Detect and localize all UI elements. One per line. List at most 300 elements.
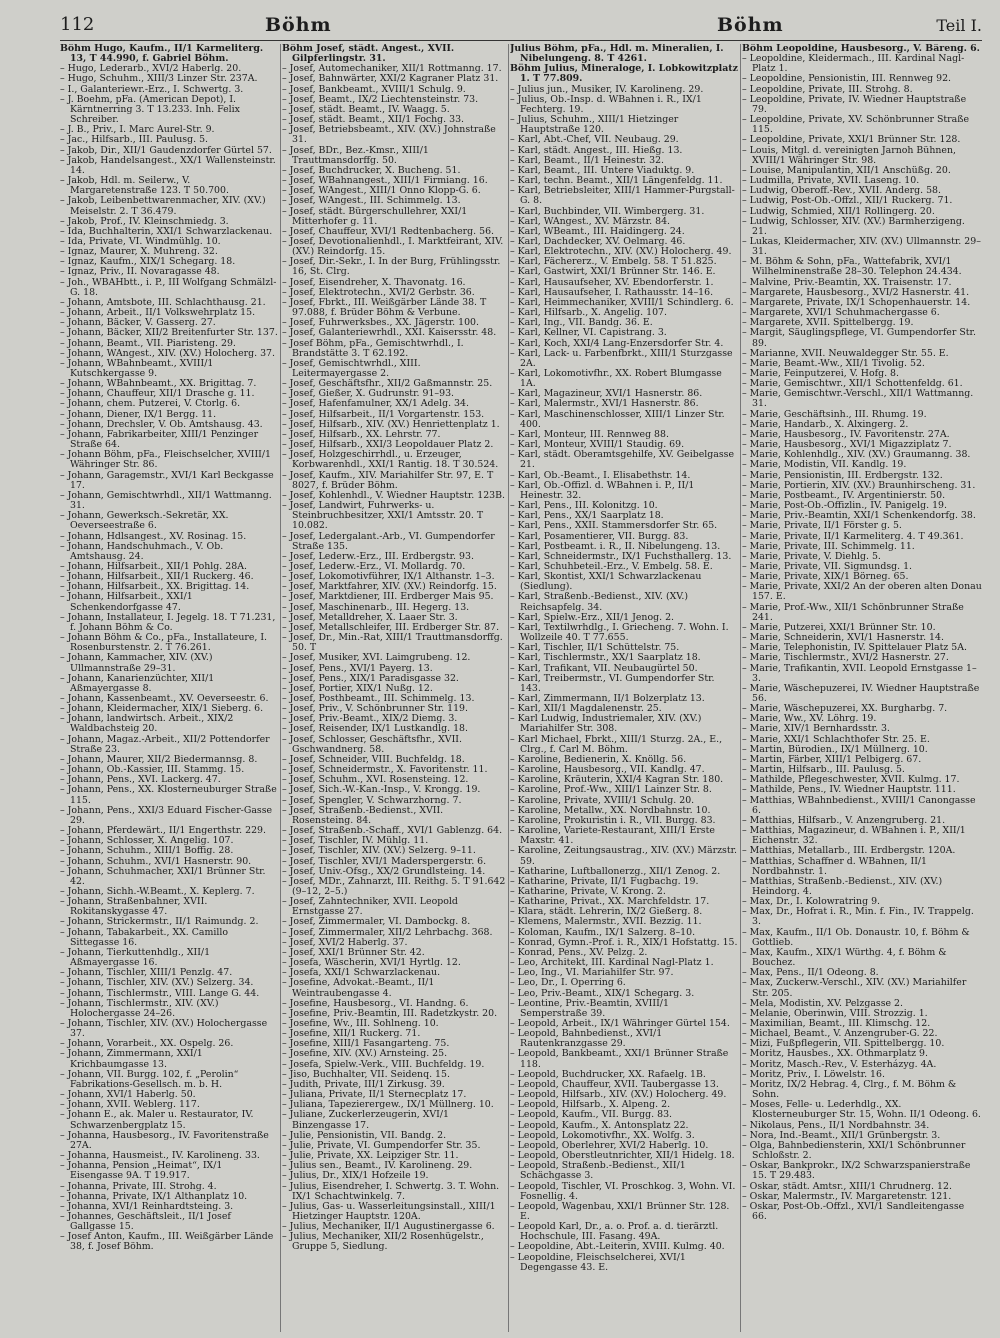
directory-entry: – Marie, Putzerei, XXI/1 Brünner Str. 10. — [742, 621, 936, 633]
directory-entry: – Hugo, Schuhm., XIII/3 Linzer Str. 237A. — [60, 73, 258, 85]
directory-entry: – Marie, Hausbesorg., XVI/1 Migazziplatz 7. — [742, 439, 952, 451]
directory-entry: – Marie, Priv.-Beamtin, XXI/1 Schenkendorfg. 38. — [742, 510, 976, 522]
directory-entry: – Marie, Modistin, VII. Kandlg. 19. — [742, 459, 907, 471]
directory-entry: – Marie, Post-Ob.-Offizlin., IV. Panigelg. 19. — [742, 500, 947, 512]
directory-entry: – Josef, Hilfsarbeit., II/1 Vorgartenstr. 153. — [282, 408, 485, 420]
directory-entry: – Josef, Lokomotivführer, IX/1 Althanstr. 1–3. — [282, 571, 495, 583]
directory-entry: – Ignaz, Kaufm., XIX/1 Schegarg. 18. — [60, 256, 236, 268]
directory-entry: – Josef, Schlosser, Geschäftsfhr., XVII. Gschwandnerg. 58. — [282, 733, 462, 755]
directory-entry: – I., Galanteriewr.-Erz., I. Schwertg. 3. — [60, 83, 244, 95]
directory-entry: – Jakob, Prof., IV. Kleinschmiedg. 3. — [60, 215, 229, 227]
directory-entry: – Johannes, Geschäftsleit., II/1 Josef Gallgasse 15. — [60, 1210, 231, 1233]
directory-entry: – Karl, städt. Angest., III. Hießg. 13. — [510, 144, 683, 156]
directory-entry: – Johann Böhm, pFa., Fleischselcher, XVIII/1 Währinger Str. 86. — [60, 449, 272, 471]
directory-entry: – Oskar, Post-Ob.-Offzl., XVI/1 Sandleitengasse 66. — [742, 1200, 965, 1222]
directory-entry: – Moritz, Priv., I. Löwelstr. 16. — [742, 1068, 885, 1080]
directory-entry: – Marie, Prof.-Ww., XII/1 Schönbrunner Straße 241. — [742, 601, 964, 623]
directory-entry: – Marie, Telephonistin, IV. Spittelauer Platz 5A. — [742, 642, 967, 654]
directory-entry: – Moritz, IX/2 Hebrag. 4, Clrg., f. M. Böhm & Sohn. — [742, 1078, 957, 1101]
directory-entry: – Moritz, Hausbes., XX. Othmarplatz 9. — [742, 1048, 928, 1060]
directory-entry: – Johann, Straßenbahner, XVII. Rokitanskygasse 47. — [60, 896, 208, 918]
directory-entry: – Jakob, Handelsangest., XX/1 Wallensteinstr. 14. — [60, 154, 276, 176]
directory-entry: – Marie, XXI/1 Schlachthofer Str. 25. E. — [742, 733, 930, 745]
directory-entry: – Josefine, Hausbesorg., VI. Handng. 6. — [282, 997, 469, 1009]
directory-entry: – Johann, XVI/1 Haberlg. 50. — [60, 1089, 196, 1101]
directory-entry: – Karl, Abt.-Chef, VII. Neubaug. 29. — [510, 134, 679, 146]
directory-entry: – Josef, Hilfsarb., XX. Lehrstr. 77. — [282, 428, 441, 440]
directory-entry: – Josef, Devotionalienhdl., I. Marktfeirant, XIV. (XV.) Reindorfg. 15. — [282, 235, 504, 258]
directory-entry: – Marie, Private, VII. Sigmundsg. 1. — [742, 560, 913, 572]
directory-entry: – Ida, Buchhalterin, XXI/1 Schwarzlackenau. — [60, 225, 273, 237]
directory-entry: – Johann, WBahnbeamt., XX. Brigittag. 7. — [60, 378, 257, 390]
directory-entry: – Marianne, XVII. Neuwaldegger Str. 55. E. — [742, 347, 949, 359]
directory-entry: – Johann, Magaz.-Arbeit., XII/2 Pottendorfer Straße 23. — [60, 733, 270, 755]
directory-entry: – Marie, Handarb., X. Alxingerg. 2. — [742, 418, 909, 430]
directory-entry: – Klemens, Malermstr., XVII. Bezzig. 11. — [510, 916, 702, 928]
directory-entry: – Josef, WBahnangest., XIII/1 Firmiang. 16. — [282, 175, 488, 187]
directory-entry: – Ludmilla, Private, XVII. Laseng. 10. — [742, 175, 920, 187]
directory-entry: – Leopold, Lokomotivfhr., XX. Wolfg. 3. — [510, 1129, 695, 1141]
directory-entry: – Johann, Strickermstr., II/1 Raimundg. 2. — [60, 916, 259, 928]
directory-entry: – Ludwig, Schmied, XII/1 Rollingerg. 20. — [742, 205, 935, 217]
directory-entry: – Josef, Pens., XVI/1 Payerg. 13. — [282, 662, 433, 674]
directory-entry: – Johann, Tabakarbeit., XX. Camillo Sittegasse 16. — [60, 926, 229, 948]
directory-entry: – Johann, Sichh.-W.Beamt., X. Keplerg. 7. — [60, 885, 255, 897]
directory-entry: – Josef, Musiker, XVI. Laimgrubeng. 12. — [282, 652, 471, 664]
directory-entry: – Josef, Straßenb.-Bedienst., XVII. Rosensteing. 84. — [282, 804, 444, 826]
directory-entry: – Josef, Schneider, VIII. Buchfeldg. 18. — [282, 753, 465, 765]
directory-entry: – Karl, Hilfsarb., X. Angelig. 107. — [510, 307, 667, 319]
directory-entry: – Mizi, Fußpflegerin, VII. Spittelbergg. 10. — [742, 1038, 945, 1050]
directory-entry: – Marie, Private, V. Diehlg. 5. — [742, 550, 881, 562]
directory-entry: – Klara, städt. Lehrerin, IX/2 Gießerg. 8. — [510, 906, 703, 918]
directory-entry: – Johanna, Hausmeist., IV. Karolineng. 33. — [60, 1150, 260, 1162]
directory-entry: – Konrad, Gymn.-Prof. i. R., XIX/1 Hofstattg. 15. — [510, 936, 738, 948]
directory-entry: – Johann E., ak. Maler u. Restaurator, IV. Schwarzenbergplatz 15. — [60, 1109, 254, 1131]
directory-entry: – Louise, Manipulantin, XII/1 Anschüßg. 20. — [742, 164, 951, 176]
directory-entry: – Josefine, XIII/1 Fasangarteng. 75. — [282, 1038, 450, 1050]
directory-entry: – Karl, Ob.-Beamt., I. Elisabethstr. 14. — [510, 469, 691, 481]
directory-entry: – Josefa, Spielw.-Verk., VIII. Buchfeldg. 19. — [282, 1058, 485, 1070]
directory-entry: – Ignaz, Maurer, X. Muhreng. 32. — [60, 246, 218, 258]
directory-entry: – Julie, Private, VI. Gumpendorfer Str. 35. — [282, 1139, 481, 1151]
directory-entry: – Johann, Gewerksch.-Sekretär, XX. Oeverseestraße 6. — [60, 510, 229, 532]
directory-entry: – Karl, Ing., VII. Bandg. 36. E. — [510, 317, 653, 329]
directory-entry: – Marie, Private, XXI/2 An der oberen alten Donau 157. E. — [742, 581, 982, 603]
directory-entry: – Margarete, XVII. Spittelbergg. 19. — [742, 317, 914, 329]
directory-entry: – Karl, Koch, XXI/4 Lang-Enzersdorfer Str. 4. — [510, 337, 724, 349]
directory-entry: – Johann, Zimmermann, XXI/1 Krichbaumgasse 13. — [60, 1048, 203, 1070]
directory-entry: – Max, Zuckerw.-Verschl., XIV. (XV.) Mariahilfer Str. 205. — [742, 977, 967, 999]
directory-entry: – Katharine, Private, V. Krong. 2. — [510, 885, 666, 897]
directory-entry: – Lukas, Kleidermacher, XIV. (XV.) Ullmannstr. 29–31. — [742, 235, 981, 258]
directory-entry: – Johann, Gemischtwrhdl., XII/1 Wattmanng. 31. — [60, 489, 272, 512]
directory-entry: – Margarete, Hausbesorg., XVI/2 Hasnerstr. 41. — [742, 286, 970, 298]
directory-entry: – Katharine, Luftballonerzg., XII/1 Zenog. 2. — [510, 865, 721, 877]
directory-entry: – Johann, Schuhm., XVI/1 Hasnerstr. 90. — [60, 855, 252, 867]
directory-entry: – Karl, Tischler, II/1 Schüttelstr. 75. — [510, 642, 680, 654]
directory-entry: – Karl, Gastwirt, XXI/1 Brünner Str. 146. E. — [510, 266, 716, 278]
directory-entry: – Josef, Schuhm., XVI. Rosensteing. 12. — [282, 774, 469, 786]
directory-entry: – Marie, Pensionistin, III. Erdbergstr. 132. — [742, 469, 943, 481]
directory-entry: – Katharine, Privat., XX. Marchfeldstr. 17. — [510, 896, 710, 908]
directory-entry: – Karl, Straßenb.-Bedienst., XIV. (XV.) Reichsapfelg. 34. — [510, 591, 689, 613]
directory-entry: – J. Boehm, pFa. (American Depot), I. Kärntnerring 3. T 13.233. Inh. Felix Schreiber. — [60, 93, 240, 126]
directory-entry: – Julie, Private, XX. Leipziger Str. 11. — [282, 1150, 459, 1162]
directory-entry: – Johann, Tischlermstr., XIV. (XV.) Holochergasse 24–26. — [60, 997, 219, 1019]
directory-entry: – Ludwig, Schlosser, XIV. (XV.) Barmherzigeng. 21. — [742, 215, 965, 237]
directory-entry: – Ida, Private, VI. Windmühlg. 10. — [60, 235, 221, 247]
directory-entry: – Joh., WBAHbtt., i. P., III Wolfgang Schmälzl-G. 18. — [60, 276, 277, 298]
directory-entry: – Josef, Priv., V. Schönbrunner Str. 119. — [282, 703, 468, 715]
directory-entry: – Johann, Pens., XXI/3 Eduard Fischer-Gasse 29. — [60, 804, 273, 826]
directory-entry: – Mathilde, Pens., IV. Wiedner Hauptstr. 111. — [742, 784, 956, 796]
directory-entry: – Leo, Architekt, III. Kardinal Nagl-Platz 1. — [510, 957, 714, 969]
directory-entry: – Johann, Hdlsangest., XV. Rosinag. 15. — [60, 530, 247, 542]
column-divider — [508, 44, 509, 1332]
right-running-head: Böhm — [717, 14, 784, 36]
directory-entry: – Johann, Maurer, XII/2 Biedermannsg. 8. — [60, 753, 258, 765]
directory-entry: – Leopold, Wagenbau, XXI/1 Brünner Str. 128. E. — [510, 1200, 730, 1222]
directory-entry: – Johann, XVII. Weblerg. 117. — [60, 1099, 200, 1111]
directory-entry: – Margarete, Private, IX/1 Schopenhauerstr. 14. — [742, 296, 971, 308]
directory-entry: – Johann, chem. Putzerei, V. Ctorlg. 6. — [60, 398, 241, 410]
directory-entry: – Melanie, Oberinwin, VIII. Strozzig. 1. — [742, 1007, 928, 1019]
directory-entry: – Jakob, Hdl. m. Seilerw., V. Margaretenstraße 123. T 50.700. — [60, 175, 229, 197]
directory-entry: – Johann, Hilfsarbeit., XII/1 Ruckerg. 46. — [60, 571, 254, 583]
directory-entry: – Leopoldine, Private, XV. Schönbrunner Straße 115. — [742, 114, 970, 136]
directory-entry: – Josef, Metallschleifer, III. Erdberger Str. 87. — [282, 621, 500, 633]
directory-entry: – Juliana, Tapezierergew., IX/1 Müllnerg. 10. — [282, 1099, 494, 1111]
directory-entry: – Matthias, Schaffner d. WBahnen, II/1 Nordbahnstr. 1. — [742, 855, 928, 877]
directory-entry: – Leopold, Straßenb.-Bedienst., XII/1 Schächgasse 3. — [510, 1160, 686, 1182]
column-1 — [60, 44, 278, 1334]
directory-entry: – Johann, Pens., XX. Klosterneuburger Straße 115. — [60, 784, 277, 806]
directory-entry: – Jakob, Leibenbettwarenmacher, XIV. (XV.) Meiselstr. 2. T 36.479. — [60, 195, 266, 217]
directory-entry: – Josef, Gemischtwrhdl., XIII. Leitermayergasse 2. — [282, 357, 421, 379]
directory-entry: – Martin, Bürodien., IX/1 Müllnerg. 10. — [742, 743, 928, 755]
directory-entry: – Marie, Hausbesorg., IV. Favoritenstr. 27A. — [742, 428, 950, 440]
directory-entry: – Katharine, Private, II/1 Fugbachg. 19. — [510, 875, 699, 887]
directory-entry: – Josef, XXI/1 Brünner Str. 42. — [282, 946, 425, 958]
directory-entry: – Matthias, Metallarb., III. Erdbergstr. 120A. — [742, 845, 956, 857]
directory-entry: – Josef, Hafenfamulner, XX/1 Adelg. 34. — [282, 398, 469, 410]
directory-entry: – Leopoldine, Private, XXI/1 Brünner Str. 128. — [742, 134, 961, 146]
directory-entry: – Josef, Dir.-Sekr., I. In der Burg, Frühlingsstr. 16, St. Clrg. — [282, 256, 501, 278]
directory-entry: – Karl, Textilwrhdlg., I. Griecheng. 7. Wohn. I. Wollzeile 40. T 77.655. — [510, 621, 729, 644]
directory-entry: – Oskar, Malermstr., IV. Margaretenstr. 121. — [742, 1190, 952, 1202]
directory-entry: – Karl, Fächererz., V. Embelg. 58. T 51.825. — [510, 256, 717, 268]
directory-entry: – Ignaz, Priv., II. Novaragasse 48. — [60, 266, 220, 278]
directory-entry: – Karl, Tischlermstr., XX/1 Saarplatz 18. — [510, 652, 701, 664]
directory-entry: – Josef, Spengler, V. Schwarzhorng. 7. — [282, 794, 462, 806]
directory-entry: – Leopold, Buchdrucker, XX. Rafaelg. 1B. — [510, 1068, 706, 1080]
directory-entry: – Josef, Galanteriewrhdl., XXI. Kaisersstr. 48. — [282, 327, 497, 339]
directory-entry: – Josefine, Wv., III. Sohlneng. 10. — [282, 1018, 439, 1029]
directory-entry: – Karl, Skontist, XXI/1 Schwarzlackenau (Siedlung). — [510, 571, 702, 593]
directory-entry: – Marie, Gemischtwr., XII/1 Schottenfeldg. 61. — [742, 378, 963, 390]
directory-entry: – Julius, Schuhm., XIII/1 Hietzinger Hauptstraße 120. — [510, 114, 679, 136]
directory-entry: – Juliane, Zuckerlerzeugerin, XVI/1 Binzengasse 17. — [282, 1109, 449, 1131]
directory-entry: – Josef, Bahnwärter, XXI/2 Kagraner Platz 31. — [282, 73, 499, 85]
directory-entry: – Marie, Postbeamt., IV. Argentinierstr. 50. — [742, 489, 946, 501]
column-divider — [740, 44, 741, 1332]
directory-entry: – Johann, Bäcker, V. Gasserg. 27. — [60, 317, 216, 329]
directory-entry: – Josef, Landwirt, Fuhrwerks- u. Steinbruchbesitzer, XXI/1 Amtsstr. 20. T 10.082. — [282, 500, 484, 532]
directory-entry: – Josefa, Wäscherin, XVI/1 Hyrtlg. 12. — [282, 957, 461, 969]
directory-entry: – Karoline, Prokuristin i. R., VII. Burgg. 83. — [510, 814, 716, 826]
directory-entry: – Karl, Treibermstr., VI. Gumpendorfer Str. 143. — [510, 672, 715, 694]
directory-entry: – Ludwig, Post-Ob.-Offzl., XII/1 Ruckerg. 71. — [742, 195, 953, 207]
directory-entry: – Julius, Ob.-Insp. d. WBahnen i. R., IX/1 Fechterg. 19. — [510, 93, 702, 115]
directory-entry: – Johann, Tischler, XIV. (XV.) Selzerg. 34. — [60, 977, 254, 989]
column-divider — [280, 44, 281, 1332]
directory-entry: – Margarete, XVI/1 Schuhmachergasse 6. — [742, 307, 940, 319]
directory-entry: – Karl, Dachdecker, XV. Oelmarg. 46. — [510, 235, 686, 247]
directory-entry: – Max, Dr., I. Kolowratring 9. — [742, 896, 881, 908]
directory-entry: – Josef, Beamt., IX/2 Liechtensteinstr. 73. — [282, 93, 479, 105]
directory-entry: – Josef, Zimmermaler, XII/2 Lehrbachg. 368. — [282, 926, 493, 938]
directory-entry: – Johann, Chauffeur, XII/1 Drasche g. 11. — [60, 388, 255, 400]
directory-entry: – Karl, Maschinenschlosser, XIII/1 Linzer Str. 400. — [510, 408, 725, 430]
directory-entry: – Johann Böhm & Co., pFa., Installateure, I. Rosenburstenstr. 2. T 76.261. — [60, 632, 268, 654]
directory-entry: – Jiso, Buchhalter, VII. Seidenq. 15. — [282, 1068, 450, 1080]
directory-entry: – Julius, Mechaniker, XII/2 Rosenhügelstr., Gruppe 5, Siedlung. — [282, 1231, 484, 1253]
directory-entry: – Josefine, XIV. (XV.) Arnsteing. 25. — [282, 1048, 448, 1060]
directory-entry: – Karl, Schuhbeteil.-Erz., V. Embelg. 58. E. — [510, 560, 713, 572]
directory-entry: – Johann, Schuhmacher, XXI/1 Brünner Str. 42. — [60, 865, 266, 887]
directory-entry: – Johann, Beamt., VII. Piaristeng. 29. — [60, 337, 236, 349]
part-label: Teil I. — [936, 16, 982, 35]
directory-entry: – Josef, BDr., Bez.-Kmsr., XIII/1 Trauttmansdorffg. 50. — [282, 144, 429, 166]
directory-entry: – Julius sen., Beamt., IV. Karolineng. 29. — [282, 1160, 473, 1172]
directory-entry: – Karl, Heimmechaniker, XVIII/1 Schindlerg. 6. — [510, 296, 734, 308]
directory-entry: – Josef, Maschinenarb., III. Hegerg. 13. — [282, 601, 470, 613]
directory-entry: – Karl, Postbeamt. i. R., II. Nibelungeng. 13. — [510, 540, 721, 552]
directory-entry: – Josef, Posthbeamt., III. Schimmelg. 13. — [282, 693, 475, 704]
directory-entry: – Nikolaus, Pens., II/1 Nordbahnstr. 34. — [742, 1119, 930, 1131]
directory-entry: – Josef, Kohlenhdl., V. Wiedner Hauptstr. 123B. — [282, 489, 505, 501]
directory-entry: – Marie, Private, III. Schimmelg. 11. — [742, 540, 915, 552]
directory-entry: – Johann, Handschuhmach., V. Ob. Amtshausg. 24. — [60, 540, 224, 562]
directory-entry: – Karoline, Kräuterin, XXI/4 Kagran Str. 180. — [510, 774, 724, 786]
directory-entry: – Josef, städt. Beamt., XII/1 Fochg. 33. — [282, 114, 465, 126]
directory-entry: – Moritz, Masch.-Rev., V. Esterházyg. 4A. — [742, 1058, 937, 1070]
directory-entry: – Oskar, städt. Amtsr., XIII/1 Chrudnerg. 12. — [742, 1180, 952, 1192]
directory-entry: – Leopold, Kaufm., VII. Burgg. 83. — [510, 1109, 673, 1121]
directory-entry: – Max, Dr., Hofrat i. R., Min. f. Fin., IV. Trappelg. 3. — [742, 906, 974, 928]
left-running-head: Böhm — [265, 14, 332, 36]
directory-entry: – Leopoldine, Abt.-Leiterin, XVIII. Kulmg. 40. — [510, 1241, 725, 1253]
directory-entry: – Karoline, Private, XVIII/1 Schulg. 20. — [510, 794, 695, 806]
directory-entry: – Josef, Kaufm., XIV. Mariahilfer Str. 97, E. T 8027, f. Brüder Böhm. — [282, 469, 494, 491]
directory-entry: – Karl, Pens., III. Kolonitzg. 10. — [510, 500, 658, 512]
directory-entry: – Karl, Betriebsleiter, XIII/1 Hammer-Purgstall-G. 8. — [510, 185, 735, 207]
directory-entry: – Leopoldine, Private, III. Strohg. 8. — [742, 83, 913, 95]
directory-entry: – Johann, Tischlermstr., VIII. Lange G. 44. — [60, 987, 260, 999]
directory-entry: – Leopold, Kaufm., X. Antonsplatz 22. — [510, 1119, 689, 1131]
directory-entry: – Josef, Metalldreher, X. Laaer Str. 3. — [282, 611, 458, 623]
directory-entry: – Josef, Gießer, X. Gudrunstr. 91–93. — [282, 388, 455, 400]
directory-entry: – Karl, Posamentierer, VII. Burgg. 83. — [510, 530, 689, 542]
directory-entry: – Marie, XIV/1 Bernhardsstr. 3. — [742, 723, 890, 735]
directory-entry: – Moses, Felle- u. Lederhdlg., XX. Klosterneuburger Str. 15, Wohn. II/1 Odeong. 6. — [742, 1099, 981, 1121]
directory-entry: – Josef, Lederw.-Erz., VI. Mollardg. 70. — [282, 560, 466, 572]
directory-entry: – Johann, Schuhm., XIII/1 Boffig. 28. — [60, 845, 234, 857]
directory-entry: – Johann, Kanarienzüchter, XII/1 Aßmayergasse 8. — [60, 672, 215, 694]
directory-entry: – Karl, Beamt., II/1 Heinestr. 32. — [510, 154, 665, 166]
directory-entry: – Karl, Hausaufseher, XV. Ebendorferstr. 1. — [510, 276, 714, 288]
directory-entry: – Johann, Ob.-Kassier, III. Stammg. 15. — [60, 764, 245, 776]
directory-entry: – Johann, Drechsler, V. Ob. Amtshausg. 43. — [60, 418, 263, 430]
column-3 — [510, 44, 738, 1334]
directory-entry: – Matthias, Magazineur, d. WBahnen i. P., XII/1 Eichenstr. 32. — [742, 825, 966, 847]
directory-entry: – Josef, Bankbeamt., XVIII/1 Schulg. 9. — [282, 83, 466, 95]
directory-entry: – Martin, Hilfsarb., III. Paulusg. 5. — [742, 764, 905, 776]
directory-entry: – Karl, Ob.-Offizl. d. WBahnen i. P., II/1 Heinestr. 32. — [510, 479, 695, 501]
directory-entry: – Johann, Tischler, XIV. (XV.) Holochergasse 37. — [60, 1018, 268, 1040]
directory-entry: – Josef, Betriebsbeamt., XIV. (XV.) Johnstraße 31. — [282, 124, 496, 146]
directory-entry: – Johanna, Private, IX/1 Althanplatz 10. — [60, 1190, 248, 1202]
directory-entry: – Oskar, Bankprokr., IX/2 Schwarzspanierstraße 15. T 29.483. — [742, 1160, 971, 1182]
directory-entry: – Josef, städt. Bürgerschullehrer, XXI/1 Mitterhofer g. 11. — [282, 205, 468, 227]
directory-entry: – Leopold, Hilfsarb., XIV. (XV.) Holocherg. 49. — [510, 1089, 727, 1101]
directory-entry: – Nora, Ind.-Beamt., XII/1 Grünbergstr. 3. — [742, 1129, 941, 1141]
directory-entry: – Karl, städt. Oberamtsgehilfe, XV. Geibelgasse 21. — [510, 449, 735, 471]
directory-entry: – Josef, Buchdrucker, X. Bucheng. 51. — [282, 164, 461, 176]
directory-entry: – Karoline, Bedienerin, X. Knöllg. 56. — [510, 753, 687, 765]
directory-entry: – Malvine, Priv.-Beamtin, XX. Traisenstr. 17. — [742, 276, 952, 288]
column-2 — [282, 44, 506, 1334]
directory-entry: – Josef, Fbrkt., III. Weißgärber Lände 38. T 97.088, f. Brüder Böhm & Verbune. — [282, 296, 487, 319]
directory-entry: – Marie, Private, II/1 Förster g. 5. — [742, 520, 902, 532]
directory-entry: – Karl, Monteur, III. Rennweg 88. — [510, 428, 669, 440]
directory-entry: – Leopold Karl, Dr., a. o. Prof. a. d. tierärztl. Hochschule, III. Fasang. 49A. — [510, 1221, 719, 1243]
directory-entry: – Johanna, XVI/1 Reinhardtsteing. 3. — [60, 1200, 234, 1212]
directory-entry: – Josef Böhm, pFa., Gemischtwrhdl., I. Brandstätte 3. T 62.192. — [282, 337, 464, 359]
directory-entry: – Johann, Pferdewärt., II/1 Engerthstr. 229. — [60, 825, 266, 837]
directory-entry: – Karl, Beamt., III. Untere Viaduktg. 9. — [510, 164, 695, 176]
directory-entry: – Marie, Geschäftsinh., III. Rhumg. 19. — [742, 408, 927, 420]
directory-entry: – Josef, Automechaniker, XII/1 Rottmanng. 17. — [282, 63, 502, 75]
directory-entry: – Leo, Priv.-Beamt., XIX/1 Schegarg. 3. — [510, 987, 695, 999]
directory-entry: – Johann, VII. Burgg. 102, f. „Perolin“ Fabrikations-Gesellsch. m. b. H. — [60, 1068, 239, 1090]
directory-entry: – Marie, Portierin, XIV. (XV.) Braunhirscheng. 31. — [742, 479, 976, 491]
directory-entry: – Leopold, Hilfsarb., X. Alpeng. 2. — [510, 1099, 671, 1111]
directory-entry: – Hugo, Lederarb., XVI/2 Haberlg. 20. — [60, 63, 242, 75]
directory-entry: – Leo, Dr., I. Operring 6. — [510, 977, 626, 989]
directory-entry: – Marie, Schneiderin, XVI/1 Hasnerstr. 14. — [742, 632, 944, 644]
directory-entry: – Karl Ludwig, Industriemaler, XIV. (XV.) Mariahilfer Str. 308. — [510, 713, 702, 735]
directory-entry: – Josefine, Advokat.-Beamt., II/1 Weintraubengasse 4. — [282, 977, 435, 999]
directory-entry: – Leopold, Arbeit., IX/1 Währinger Gürtel 154. — [510, 1018, 730, 1029]
directory-entry: – Leopold, Tischler, VI. Proschkog. 3, Wohn. VI. Fosnellig. 4. — [510, 1180, 736, 1202]
directory-entry: – Leopoldine, Pensionistin, III. Rennweg 92. — [742, 73, 952, 85]
directory-entry: – Marie, Wäschepuzerei, IV. Wiedner Hauptstraße 56. — [742, 682, 980, 704]
directory-entry: – Johanna, Hausbesorg., IV. Favoritenstraße 27A. — [60, 1129, 269, 1151]
directory-entry: – Johann, Hilfsarbeit., XX. Brigittag. 14. — [60, 581, 250, 593]
directory-entry: – Michael, Beamt., V. Anzengruber-G. 22. — [742, 1028, 938, 1040]
directory-entry: – Julius, Eisendreher, I. Schwertg. 3. T. Wohn. IX/1 Schachtwinkelg. 7. — [282, 1180, 500, 1202]
directory-entry: – Johann, Kleidermacher, XIX/1 Sieberg. 6. — [60, 703, 264, 715]
directory-entry: – Leopoldine, Kleidermach., III. Kardinal Nagl-Platz 1. — [742, 53, 965, 75]
directory-entry: – Marie, Kohlenhdlg., XIV. (XV.) Graumanng. 38. — [742, 449, 971, 461]
directory-entry: – Karl, Pens., XXII. Stammersdorfer Str. 65. — [510, 520, 718, 532]
directory-entry: – Konrad, Pens., XV. Pelzg. 2. — [510, 946, 648, 958]
directory-entry: – Josef, Reisender, IX/1 Lustkandlg. 18. — [282, 723, 468, 735]
directory-entry: – Karoline, Zeitungsaustrag., XIV. (XV.) Märzstr. 59. — [510, 845, 738, 867]
directory-entry: – Leopoldine, Fleischselcherei, XVI/1 Degengasse 43. E. — [510, 1251, 686, 1273]
directory-entry: – Johann, Tierkuttenhdlg., XII/1 Aßmayergasse 16. — [60, 946, 211, 969]
directory-entry: – Josef, Hilfsarb., XXI/3 Leopoldauer Platz 2. — [282, 439, 494, 451]
directory-entry: – Marie, Feinputzerei, V. Hofg. 8. — [742, 368, 899, 379]
directory-entry: – Julie, Pensionistin, VII. Bandg. 2. — [282, 1129, 447, 1141]
header-rule — [60, 40, 982, 41]
directory-entry: – Karl, Lokomotivfhr., XX. Robert Blumgasse 1A. — [510, 368, 722, 390]
directory-entry: – Olga, Bahnbediensterin, XXI/1 Schönbrunner Schloßstr. 2. — [742, 1139, 966, 1162]
directory-entry: – Karoline, Hausbesorg., VII. Kandlg. 47. — [510, 764, 705, 776]
directory-entry: – Josef, Tischler, XVI/1 Maderspergerstr. 6. — [282, 855, 487, 867]
directory-entry: – Josef, Zimmermaler, VI. Dambockg. 8. — [282, 916, 471, 928]
directory-entry: – Karl Michael, Fbrkt., XIII/1 Sturzg. 2A., E., Clrg., f. Carl M. Böhm. — [510, 733, 723, 755]
directory-entry: – Josef, Univ.-Ofsg., XX/2 Grundlsteing. 14. — [282, 865, 486, 877]
directory-entry: – Leopold, Bankbeamt., XXI/1 Brünner Straße 118. — [510, 1048, 729, 1070]
directory-entry: – Johann, Arbeit., II/1 Volkswehrplatz 15. — [60, 307, 256, 319]
directory-entry: – Leopold, Oberstleutnrichter, XII/1 Hidelg. 18. — [510, 1150, 735, 1162]
directory-entry: – Karl, Schneidermstr., IX/1 Fuchsthallerg. 13. — [510, 550, 732, 562]
directory-entry: – Martin, Färber, XIII/1 Pelbigerg. 67. — [742, 753, 922, 765]
directory-entry: – Karl, Zimmermann, II/1 Bolzerplatz 13. — [510, 693, 705, 704]
directory-entry: – Karl, WAngest., XV. Märzstr. 84. — [510, 215, 671, 227]
directory-entry: – Jac., Hilfsarb., III. Paulusg. 5. — [60, 134, 209, 146]
directory-entry: – Josef, Zahntechniker, XVII. Leopold Ernstgasse 27. — [282, 896, 458, 918]
directory-entry: – Karl, Magazineur, XVI/1 Hasnerstr. 86. — [510, 388, 703, 400]
page-number: 112 — [60, 14, 95, 35]
directory-entry: Julius Böhm, pFa., Hdl. m. Mineralien, I. Nibelungeng. 8. T 4261. — [510, 44, 724, 65]
directory-entry: – Matthias, WBahnbedienst., XVIII/1 Canongasse 6. — [742, 794, 976, 816]
directory-entry: – Josefine, XII/1 Ruckerg. 71. — [282, 1028, 421, 1040]
directory-entry: – Johann, WBahnbeamt., XVIII/1 Kutschkergasse 9. — [60, 357, 214, 379]
directory-entry: – Leopoldine, Private, IV. Wiedner Hauptstraße 79. — [742, 93, 967, 115]
directory-entry: – Marie, Trafikantin, XVII. Leopold Ernstgasse 1–3. — [742, 662, 977, 684]
directory-entry: – Josef, Dr., Min.-Rat, XIII/1 Trauttmansdorffg. 50. T — [282, 632, 503, 654]
directory-entry: – Johann, Schlosser, X. Angelig. 107. — [60, 835, 234, 847]
directory-entry: – Karoline, Metallw., XX. Nordbahnstr. 10. — [510, 804, 711, 816]
directory-entry: – Josef, Tischler, IV. Mühlg. 11. — [282, 835, 429, 847]
directory-entry: – Josef, Chauffeur, XVI/1 Redtenbacherg. 56. — [282, 225, 495, 237]
directory-entry: – Leontine, Priv.-Beamtin, XVIII/1 Semperstraße 39. — [510, 997, 669, 1019]
directory-entry: – Josef, Marktfahrer, XIV. (XV.) Reindorfg. 15. — [282, 581, 497, 593]
directory-entry: – Josef, Ledergalant.-Arb., VI. Gumpendorfer Straße 135. — [282, 530, 495, 552]
directory-entry: – Josef, Fuhrwerksbes., XX. Jägerstr. 100. — [282, 317, 479, 329]
directory-entry: – Johann, Hilfsarbeit., XII/1 Pohlg. 28A. — [60, 560, 247, 572]
directory-entry: – Karl, XII/1 Magdalenenstr. 25. — [510, 703, 662, 715]
directory-entry: – Matthias, Straßenb.-Bedienst., XIV. (XV.) Heindorg. 4. — [742, 875, 943, 897]
directory-entry: – Johanna, Private, III. Strohg. 4. — [60, 1180, 217, 1192]
directory-entry: – Marie, Ww., XV. Löhrg. 19. — [742, 713, 877, 725]
directory-entry: – Leopold, Chauffeur, XVII. Taubergasse 13. — [510, 1078, 719, 1090]
directory-entry: – Marie, Wäschepuzerei, XX. Burgharbg. 7. — [742, 703, 948, 715]
directory-entry: – Josef, Portier, XIX/1 Nußg. 12. — [282, 682, 433, 694]
directory-entry: Böhm Julius, Mineraloge, I. Lobkowitzplatz 1. T 77.809. — [510, 63, 738, 85]
directory-entry: – Josefa, XXI/1 Schwarzlackenau. — [282, 967, 441, 979]
directory-entry: – Mathilde, Pflegeschwester, XVII. Kulmg. 17. — [742, 774, 960, 786]
directory-entry: – Maximilian, Beamt., III. Klimschg. 12. — [742, 1018, 931, 1029]
directory-entry: – Johann, Kammacher, XIV. (XV.) Ullmannstraße 29–31. — [60, 652, 213, 674]
directory-entry: – Max, Kaufm., XIX/1 Würthg. 4, f. Böhm & Bouchez. — [742, 946, 947, 969]
directory-entry: – Louis, Mitgl. d. vereinigten Jarnoh Bühnen, XVIII/1 Währinger Str. 98. — [742, 144, 956, 166]
directory-entry: – Johann, Hilfsarbeit., XXI/1 Schenkendorfgasse 47. — [60, 591, 193, 613]
